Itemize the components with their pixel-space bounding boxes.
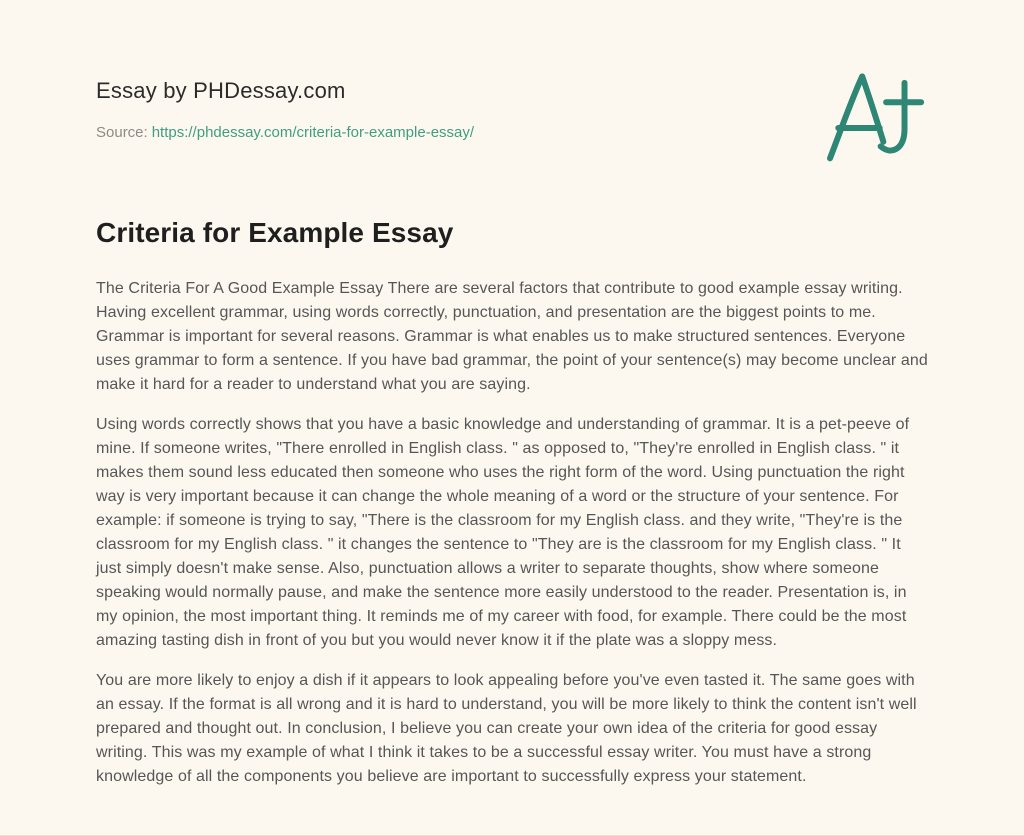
essay-paragraph: Using words correctly shows that you have a basic knowledge and understanding of grammar. It is a pet-peeve of mine. If someone writes, "There enrolled in English class. " as opposed to, "They're enrolled in English class. " it makes them sound less educated then someone who uses the right form of the word. Using punctuation the right way is very important because it can change the whole meaning of a word or the structure of your sentence. For example: if someone is trying to say, "There is the classroom for my English class. and they write, "They're is the classroom for my English class. " it changes the sentence to "They are is the classroom for my English class. " It just simply doesn't make sense. Also, punctuation allows a writer to separate thoughts, show where someone speaking would normally pause, and make the sentence more easily understood to the reader. Presentation is, in my opinion, the most important thing. It reminds me of my career with food, for example. There could be the most amazing tasting dish in front of you but you would never know it if the plate was a sloppy mess. — [96, 416, 910, 649]
essay-title: Criteria for Example Essay — [96, 217, 454, 248]
source-label: Source: — [96, 124, 148, 141]
essay-paragraph: You are more likely to enjoy a dish if it appears to look appealing before you've even tasted it. The same goes with an essay. If the format is all wrong and it is hard to understand, you will be more likely to think the content isn't well prepared and thought out. In conclusion, I believe you can create your own idea of the criteria for good essay writing. This was my example of what I think it takes to be a successful essay writer. You must have a strong knowledge of all the components you believe are important to successfully express your statement. — [96, 672, 917, 785]
source-row — [96, 124, 928, 141]
source-link[interactable]: https://phdessay.com/criteria-for-example-essay/ — [151, 124, 475, 141]
brand-title: Essay by PHDessay.com — [96, 78, 346, 103]
phdessay-logo-icon — [825, 70, 927, 162]
essay-paragraph: The Criteria For A Good Example Essay There are several factors that contribute to good example essay writing. Having excellent grammar, using words correctly, punctuation, and presentation are the biggest points to me. Grammar is important for several reasons. Grammar is what enables us to make structured sentences. Everyone uses grammar to form a sentence. If you have bad grammar, the point of your sentence(s) may become unclear and make it hard for a reader to understand what you are saying. — [96, 280, 928, 393]
essay-body — [96, 277, 928, 789]
